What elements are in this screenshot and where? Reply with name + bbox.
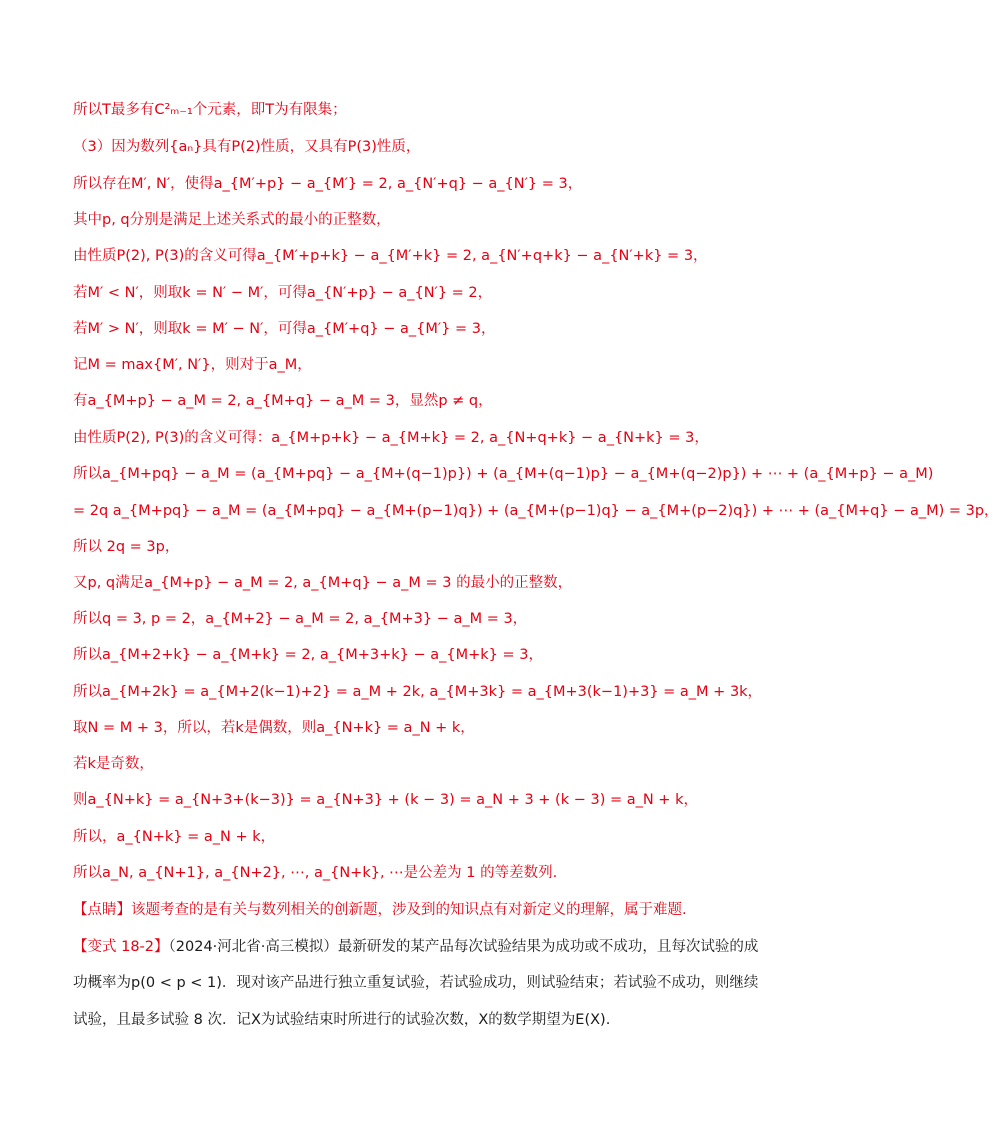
solution-line: 所以 2q = 3p， <box>73 539 180 555</box>
solution-line: （3）因为数列{aₙ}具有P(2)性质，又具有P(3)性质， <box>73 139 421 155</box>
variant-text-1: （2024·河北省·高三模拟）最新研发的某产品每次试验结果为成功或不成功，且每次试验的成 <box>168 939 759 955</box>
solution-line: 又p, q满足a_{M+p} − a_M = 2, a_{M+q} − a_M = 3 的最小的正整数， <box>73 575 573 591</box>
variant-tag: 【变式 18-2】 <box>73 939 169 955</box>
solution-line: 所以T最多有C²ₘ₋₁个元素，即T为有限集； <box>73 102 347 118</box>
variant-question-line-1 <box>73 937 759 957</box>
solution-line: 由性质P(2), P(3)的含义可得a_{M′+p+k} − a_{M′+k} = 2, a_{N′+q+k} − a_{N′+k} = 3， <box>73 248 708 264</box>
solution-line: 所以q = 3, p = 2，a_{M+2} − a_M = 2, a_{M+3} − a_M = 3， <box>73 611 528 627</box>
solution-line: 所以a_{M+2+k} − a_{M+k} = 2, a_{M+3+k} − a_{M+k} = 3， <box>73 647 543 663</box>
solution-line: = 2q a_{M+pq} − a_M = (a_{M+pq} − a_{M+(p−1)q}) + (a_{M+(p−1)q} − a_{M+(p−2)q}) + ⋯ + (a_{M+q} − a_M) = 3p， <box>73 503 999 519</box>
solution-line: 则a_{N+k} = a_{N+3+(k−3)} = a_{N+3} + (k − 3) = a_N + 3 + (k − 3) = a_N + k， <box>73 792 698 808</box>
solution-line: 由性质P(2), P(3)的含义可得：a_{M+p+k} − a_{M+k} = 2, a_{N+q+k} − a_{N+k} = 3， <box>73 430 709 446</box>
comment-note: 【点睛】该题考查的是有关与数列相关的创新题，涉及到的知识点有对新定义的理解，属于难题. <box>73 902 687 918</box>
solution-line: 所以a_{M+pq} − a_M = (a_{M+pq} − a_{M+(q−1)p}) + (a_{M+(q−1)p} − a_{M+(q−2)p}) + ⋯ + (a_{M+p} − a_M) <box>73 466 934 482</box>
variant-question-line-3: 试验，且最多试验 8 次．记X为试验结束时所进行的试验次数，X的数学期望为E(X). <box>73 1012 611 1028</box>
solution-line: 所以a_{M+2k} = a_{M+2(k−1)+2} = a_M + 2k, a_{M+3k} = a_{M+3(k−1)+3} = a_M + 3k， <box>73 684 763 700</box>
solution-line: 记M = max{M′, N′}，则对于a_M， <box>73 357 312 373</box>
solution-line: 所以a_N, a_{N+1}, a_{N+2}, ⋯, a_{N+k}, ⋯是公差为 1 的等差数列. <box>73 865 558 881</box>
solution-line: 取N = M + 3，所以，若k是偶数，则a_{N+k} = a_N + k， <box>73 720 475 736</box>
solution-line: 若M′ > N′，则取k = M′ − N′，可得a_{M′+q} − a_{M′} = 3， <box>73 321 496 337</box>
solution-line: 有a_{M+p} − a_M = 2, a_{M+q} − a_M = 3，显然p ≠ q， <box>73 393 493 409</box>
variant-question-line-2: 功概率为p(0 < p < 1)．现对该产品进行独立重复试验，若试验成功，则试验结束；若试验不成功，则继续 <box>73 975 759 991</box>
solution-line: 所以，a_{N+k} = a_N + k， <box>73 829 276 845</box>
solution-line: 若M′ < N′，则取k = N′ − M′，可得a_{N′+p} − a_{N′} = 2， <box>73 285 493 301</box>
solution-line: 所以存在M′, N′，使得a_{M′+p} − a_{M′} = 2, a_{N′+q} − a_{N′} = 3， <box>73 176 583 192</box>
solution-line: 其中p, q分别是满足上述关系式的最小的正整数， <box>73 212 391 228</box>
solution-line: 若k是奇数， <box>73 756 154 772</box>
